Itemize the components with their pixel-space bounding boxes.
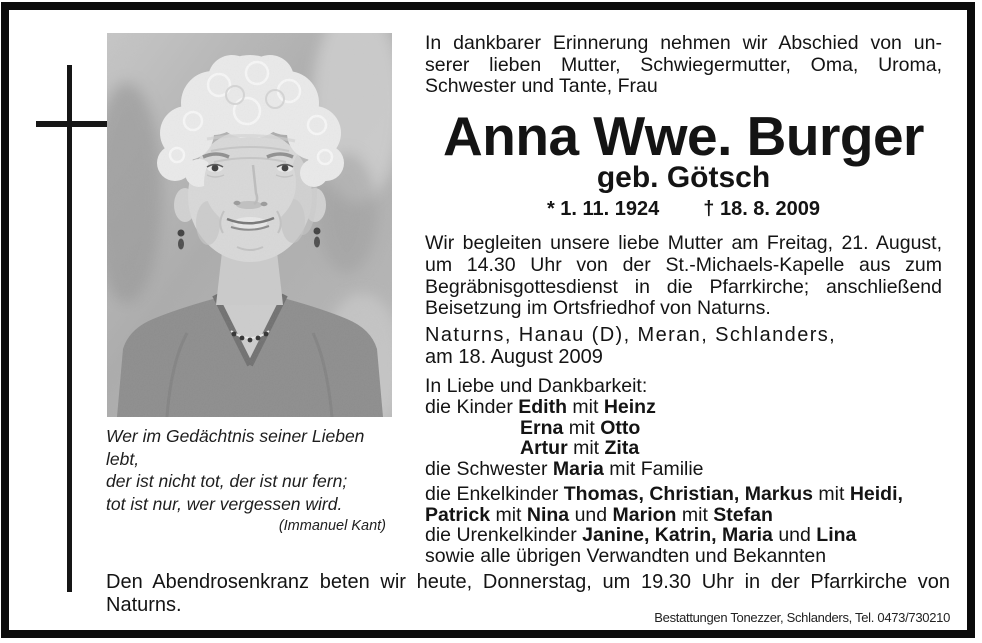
family-member-name: Lina bbox=[816, 524, 857, 547]
family-member-name: Heidi, bbox=[849, 483, 903, 506]
family-line-text: mit bbox=[812, 483, 850, 506]
rosary-line: Den Abendrosenkranz beten wir heute, Donnerstag, um 19.30 Uhr in der Pfarrkirche von bbox=[106, 571, 950, 593]
intro-line: Schwester und Tante, Frau bbox=[425, 75, 658, 98]
funeral-line: Beisetzung im Ortsfriedhof von Naturns. bbox=[425, 297, 771, 320]
family-member-name: Stefan bbox=[713, 503, 773, 526]
family-line-text: die Enkelkinder bbox=[425, 483, 564, 506]
family-member-name: Edith bbox=[518, 395, 567, 418]
family-member-name: Patrick bbox=[425, 503, 491, 526]
quote-attribution: (Immanuel Kant) bbox=[278, 518, 386, 534]
funeral-notice bbox=[425, 233, 942, 320]
family-line-text: mit bbox=[563, 416, 601, 439]
cross-icon bbox=[36, 65, 107, 592]
family-line bbox=[425, 546, 942, 567]
quote-line: der ist nicht tot, der ist nur fern; bbox=[106, 471, 348, 491]
cross-vertical-bar bbox=[67, 65, 72, 592]
deceased-portrait-photo bbox=[107, 33, 392, 417]
family-line-text: mit bbox=[566, 395, 604, 418]
announcement-column bbox=[425, 33, 942, 567]
family-line-text: mit Familie bbox=[603, 457, 704, 480]
family-line-text: mit bbox=[676, 503, 714, 526]
family-member-name: Thomas, Christian, Markus bbox=[563, 483, 813, 506]
family-line bbox=[425, 459, 942, 480]
family-member-name: Marion bbox=[612, 503, 677, 526]
family-member-name: Artur bbox=[520, 437, 568, 460]
family-member-name: Zita bbox=[604, 437, 640, 460]
family-line bbox=[425, 438, 942, 459]
family-line bbox=[425, 525, 942, 546]
family-member-name: Erna bbox=[520, 416, 564, 439]
family-line bbox=[425, 484, 942, 505]
intro-line: serer lieben Mutter, Schwiegermutter, Oma, Uroma, bbox=[425, 53, 942, 76]
family-line-text: die Kinder bbox=[425, 395, 519, 418]
gratitude-line: In Liebe und Dankbarkeit: bbox=[425, 374, 648, 397]
announcement-date: am 18. August 2009 bbox=[425, 346, 603, 369]
family-line-text: mit bbox=[490, 503, 527, 526]
life-dates bbox=[425, 197, 942, 221]
family-list bbox=[425, 397, 942, 567]
quote-line: Wer im Gedächtnis seiner Lieben lebt, bbox=[106, 426, 365, 469]
rosary-line: Naturns. bbox=[106, 594, 182, 616]
places-line: Naturns, Hanau (D), Meran, Schlanders, bbox=[425, 323, 837, 346]
intro-text bbox=[425, 33, 942, 98]
maiden-name: geb. Götsch bbox=[596, 161, 771, 195]
family-member-name: Otto bbox=[600, 416, 641, 439]
family-line bbox=[425, 397, 942, 418]
intro-line: In dankbarer Erinnerung nehmen wir Abschied von un- bbox=[425, 32, 942, 54]
funeral-line: Begräbnisgottesdienst in die Pfarrkirche; anschließend bbox=[425, 275, 942, 298]
family-line-text: die Schwester bbox=[425, 457, 553, 480]
family-line-text: sowie alle übrigen Verwandten und Bekannten bbox=[425, 545, 827, 568]
family-line-text: mit bbox=[567, 437, 605, 460]
birth-date: * 1. 11. 1924 bbox=[546, 198, 660, 221]
portrait-illustration bbox=[107, 33, 392, 417]
family-line-text: die Urenkelkinder bbox=[425, 524, 583, 547]
family-line-text: und bbox=[569, 503, 613, 526]
death-date: † 18. 8. 2009 bbox=[703, 198, 821, 221]
family-line bbox=[425, 505, 942, 526]
family-line bbox=[425, 418, 942, 439]
cross-horizontal-bar bbox=[36, 121, 107, 127]
funeral-line: um 14.30 Uhr von der St.-Michaels-Kapelle aus zum bbox=[425, 253, 942, 276]
family-member-name: Nina bbox=[526, 503, 570, 526]
family-member-name: Heinz bbox=[603, 395, 656, 418]
family-line-text: und bbox=[772, 524, 817, 547]
family-member-name: Janine, Katrin, Maria bbox=[582, 524, 773, 547]
deceased-name: Anna Wwe. Burger bbox=[443, 105, 924, 168]
quote-line: tot ist nur, wer vergessen wird. bbox=[106, 493, 343, 514]
memorial-quote bbox=[106, 425, 390, 538]
family-member-name: Maria bbox=[552, 457, 604, 480]
undertaker-info: Bestattungen Tonezzer, Schlanders, Tel. 0473/730210 bbox=[654, 610, 950, 625]
funeral-line: Wir begleiten unsere liebe Mutter am Freitag, 21. August, bbox=[425, 232, 942, 255]
